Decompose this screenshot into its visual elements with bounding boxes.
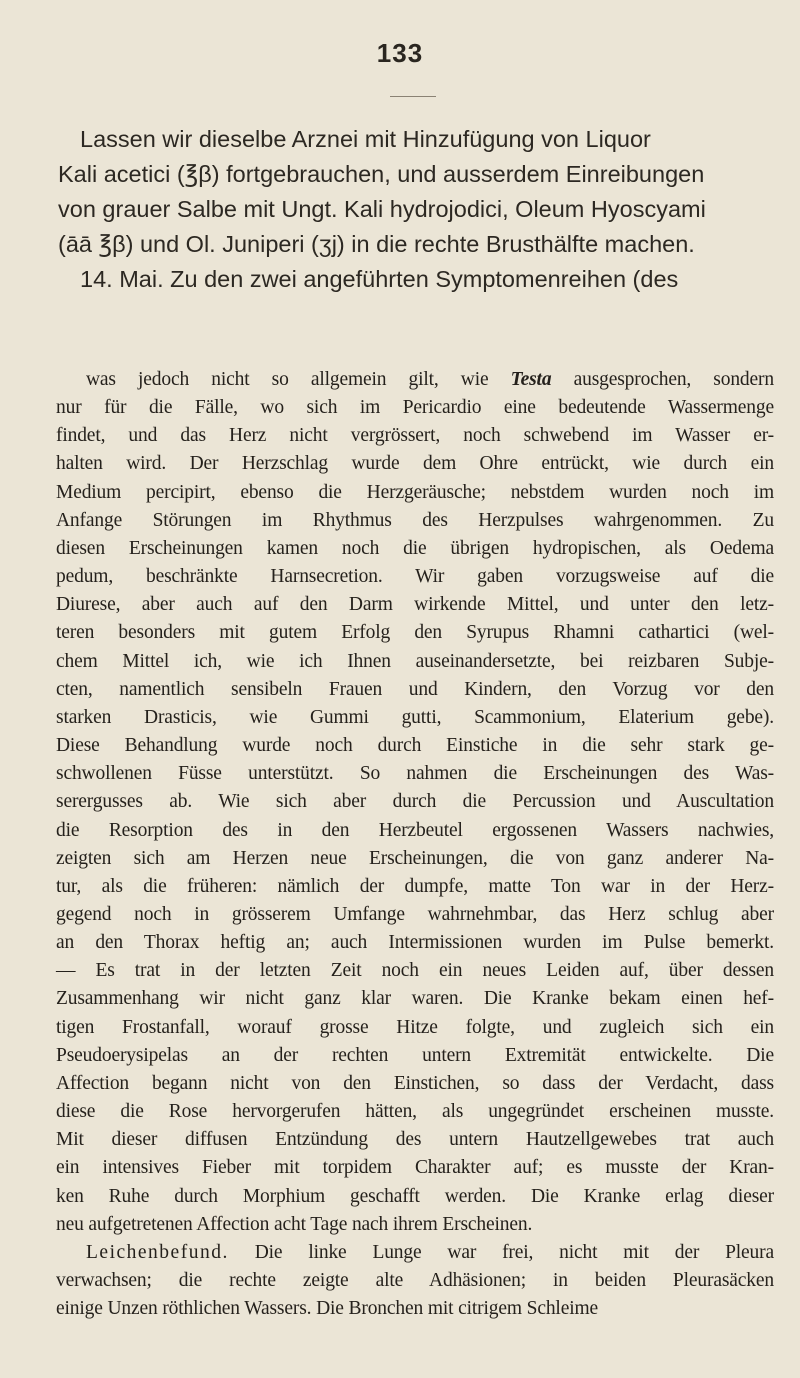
footnote-line: chem Mittel ich, wie ich Ihnen auseinandersetzte, bei reizbaren Subje- xyxy=(56,650,774,672)
footnote-line: — Es trat in der letzten Zeit noch ein neues Leiden auf, über dessen xyxy=(56,960,774,982)
footnote-line: Pseudoerysipelas an der rechten untern Extremität entwickelte. Die xyxy=(56,1044,774,1066)
footnote-line: halten wird. Der Herzschlag wurde dem Ohre entrückt, wie durch ein xyxy=(56,453,774,475)
footnote-text-run: ausgesprochen, sondern xyxy=(551,369,774,390)
footnote-line: Medium percipirt, ebenso die Herzgeräusche; nebstdem wurden noch im xyxy=(56,481,774,503)
footnote-line: Zusammenhang wir nicht ganz klar waren. Die Kranke bekam einen hef- xyxy=(56,988,774,1010)
footnote-text-run: was jedoch nicht so allgemein gilt, wie xyxy=(86,369,511,390)
main-text-line: Kali acetici (℥β) fortgebrauchen, und ausserdem Einreibungen xyxy=(58,161,705,187)
footnote-line: Affection begann nicht von den Einstichen, so dass der Verdacht, dass xyxy=(56,1072,774,1094)
footnote-line: gegend noch in grösserem Umfange wahrnehmbar, das Herz schlug aber xyxy=(56,903,774,925)
footnote-line: diese die Rose hervorgerufen hätten, als ungegründet erscheinen musste. xyxy=(56,1101,774,1123)
footnote-line: Diese Behandlung wurde noch durch Einstiche in die sehr stark ge- xyxy=(56,735,774,757)
footnote-line: serergusses ab. Wie sich aber durch die Percussion und Auscultation xyxy=(56,791,774,813)
footnote-line: ken Ruhe durch Morphium geschafft werden. Die Kranke erlag dieser xyxy=(56,1185,774,1207)
footnote-line: einige Unzen röthlichen Wassers. Die Bronchen mit citrigem Schleime xyxy=(56,1298,598,1320)
footnote-first-line xyxy=(56,366,774,394)
footnote-line: cten, namentlich sensibeln Frauen und Kindern, den Vorzug vor den xyxy=(56,678,774,700)
footnote-line: tur, als die früheren: nämlich der dumpfe, matte Ton war in der Herz- xyxy=(56,875,774,897)
footnote-leichen-line xyxy=(56,1239,774,1267)
footnote-line: diesen Erscheinungen kamen noch die übrigen hydropischen, als Oedema xyxy=(56,537,774,559)
main-text-line: Lassen wir dieselbe Arznei mit Hinzufügung von Liquor xyxy=(80,126,651,152)
leichenbefund-label: Leichenbefund. xyxy=(86,1241,229,1263)
footnote-line: ein intensives Fieber mit torpidem Charakter auf; es musste der Kran- xyxy=(56,1157,774,1179)
footnote-lines xyxy=(56,394,774,1239)
footnote-line: tigen Frostanfall, worauf grosse Hitze folgte, und zugleich sich ein xyxy=(56,1016,774,1038)
footnote-italic-author: Testa xyxy=(510,369,552,390)
page-number: 133 xyxy=(376,38,424,68)
header-rule xyxy=(390,96,436,97)
footnote-line: Anfange Störungen im Rhythmus des Herzpulses wahrgenommen. Zu xyxy=(56,509,774,531)
footnote-line: Diurese, aber auch auf den Darm wirkende Mittel, und unter den letz- xyxy=(56,594,774,616)
footnote-line: zeigten sich am Herzen neue Erscheinungen, die von ganz anderer Na- xyxy=(56,847,774,869)
footnote-line: nur für die Fälle, wo sich im Pericardio eine bedeutende Wassermenge xyxy=(56,397,774,419)
footnote-text-run: Die linke Lunge war frei, nicht mit der Pleura xyxy=(228,1241,774,1263)
footnote-final-lines xyxy=(56,1267,774,1323)
footnote-text xyxy=(56,366,774,1323)
footnote-line: an den Thorax heftig an; auch Intermissionen wurden im Pulse bemerkt. xyxy=(56,932,774,954)
footnote-line: findet, und das Herz nicht vergrössert, noch schwebend im Wasser er- xyxy=(56,425,774,447)
footnote-line: Mit dieser diffusen Entzündung des untern Hautzellgewebes trat auch xyxy=(56,1129,774,1151)
footnote-line: schwollenen Füsse unterstützt. So nahmen die Erscheinungen des Was- xyxy=(56,763,774,785)
main-text-line: von grauer Salbe mit Ungt. Kali hydrojodici, Oleum Hyoscyami xyxy=(58,196,706,222)
footnote-line: die Resorption des in den Herzbeutel ergossenen Wassers nachwies, xyxy=(56,819,774,841)
footnote-line: starken Drasticis, wie Gummi gutti, Scammonium, Elaterium gebe). xyxy=(56,706,774,728)
footnote-line: teren besonders mit gutem Erfolg den Syrupus Rhamni cathartici (wel- xyxy=(56,622,774,644)
footnote-line: pedum, beschränkte Harnsecretion. Wir gaben vorzugsweise auf die xyxy=(56,566,774,588)
footnote-line: verwachsen; die rechte zeigte alte Adhäsionen; in beiden Pleurasäcken xyxy=(56,1270,774,1291)
footnote-line: neu aufgetretenen Affection acht Tage nach ihrem Erscheinen. xyxy=(56,1213,533,1235)
main-text xyxy=(58,122,770,297)
main-text-line: 14. Mai. Zu den zwei angeführten Symptomenreihen (des xyxy=(80,266,679,292)
main-text-line: (āā ℥β) und Ol. Juniperi (ʒj) in die rechte Brusthälfte machen. xyxy=(58,231,695,257)
